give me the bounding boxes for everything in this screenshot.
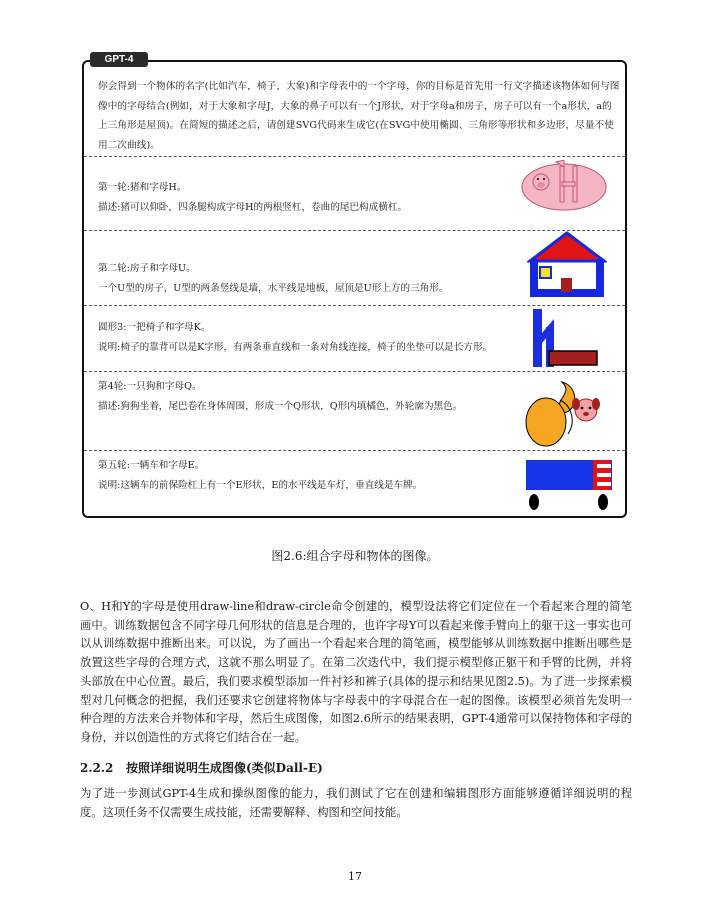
row-divider <box>84 450 625 451</box>
dog-q-icon <box>520 378 610 448</box>
section-title: 按照详细说明生成图像(类似Dall-E) <box>126 761 323 775</box>
figure-caption: 图2.6:组合字母和物体的图像。 <box>271 549 439 563</box>
section-heading <box>80 759 323 776</box>
row-3-title: 圆形3:一把椅子和字母K。 <box>98 322 211 333</box>
car-e-icon <box>523 456 615 516</box>
row-2-title: 第二轮:房子和字母U。 <box>98 263 196 274</box>
row-3-text <box>98 318 518 358</box>
row-4-text <box>98 377 518 417</box>
row-5-title: 第五轮:一辆车和字母E。 <box>98 460 205 471</box>
row-4-title: 第4轮:一只狗和字母Q。 <box>98 381 202 392</box>
row-divider <box>84 156 625 157</box>
section-number: 2.2.2 <box>80 761 114 775</box>
row-5-desc: 说明:这辆车的前保险杠上有一个E形状，E的水平线是车灯，垂直线是车牌。 <box>98 480 423 491</box>
row-5-text <box>98 456 518 496</box>
row-3-desc: 说明:椅子的靠背可以是K字形，有两条垂直线和一条对角线连接，椅子的坐垫可以是长方形。 <box>98 342 493 353</box>
row-1-desc: 描述:猪可以仰卧，四条腿构成字母H的两根竖杠，卷曲的尾巴构成横杠。 <box>98 202 408 213</box>
row-4-desc: 描述:狗狗坐着，尾巴卷在身体周围，形成一个Q形状，Q形内填橘色，外轮廓为黑色。 <box>98 401 463 412</box>
row-divider <box>84 305 625 306</box>
row-1-title: 第一轮:猪和字母H。 <box>98 182 187 193</box>
pig-h-icon <box>520 160 610 220</box>
row-divider <box>84 371 625 372</box>
gpt4-tab-label: GPT-4 <box>90 52 148 67</box>
page-number: 17 <box>348 870 362 883</box>
row-1-text <box>98 178 518 218</box>
row-2-desc: 一个U型的房子，U型的两条竖线是墙，水平线是地板，屋顶是U形上方的三角形。 <box>98 283 449 294</box>
figure-prompt: 你会得到一个物体的名字(比如汽车，椅子，大象)和字母表中的一个字母，你的目标是首先用一行文字描述该物体如何与图像中的字母结合(例如，对于大象和字母J，大象的鼻子可以有一个J形状，对于字母a和房子，房子可以有一个a形状，a的上三角形是屋顶)。在简短的描述之后，请创建SVG代码来生成它(在SVG中使用椭圆、三角形等形状和多边形，尽量不使用二次曲线)。 <box>98 81 620 151</box>
chair-k-icon <box>527 307 602 369</box>
row-2-text <box>98 259 518 299</box>
body-paragraph-2: 为了进一步测试GPT-4生成和操纵图像的能力，我们测试了它在创建和编辑图形方面能够遵循详细说明的程度。这项任务不仅需要生成技能，还需要解释、构图和空间技能。 <box>80 787 632 819</box>
body-paragraph-1: O、H和Y的字母是使用draw-line和draw-circle命令创建的，模型设法将它们定位在一个看起来合理的简笔画中。训练数据包含不同字母几何形状的信息是合理的，也许字母Y可以看起来像手臂向上的躯干这一事实也可以从训练数据中推断出来。可以说，为了画出一个看起来合理的简笔画，模型能够从训练数据中推断出哪些是放置这些字母的合理方式，这就不那么明显了。在第二次迭代中，我们提示模型修正躯干和手臂的比例，并将头部放在中心位置。最后，我们要求模型添加一件衬衫和裤子(具体的提示和结果见图2.5)。为了进一步探索模型对几何概念的把握，我们还要求它创建将物体与字母表中的字母混合在一起的图像。该模型必须首先发明一种合理的方法来合并物体和字母，然后生成图像，如图2.6所示的结果表明，GPT-4通常可以保持物体和字母的身份，并以创造性的方式将它们结合在一起。 <box>80 600 632 744</box>
house-u-icon <box>527 231 607 299</box>
